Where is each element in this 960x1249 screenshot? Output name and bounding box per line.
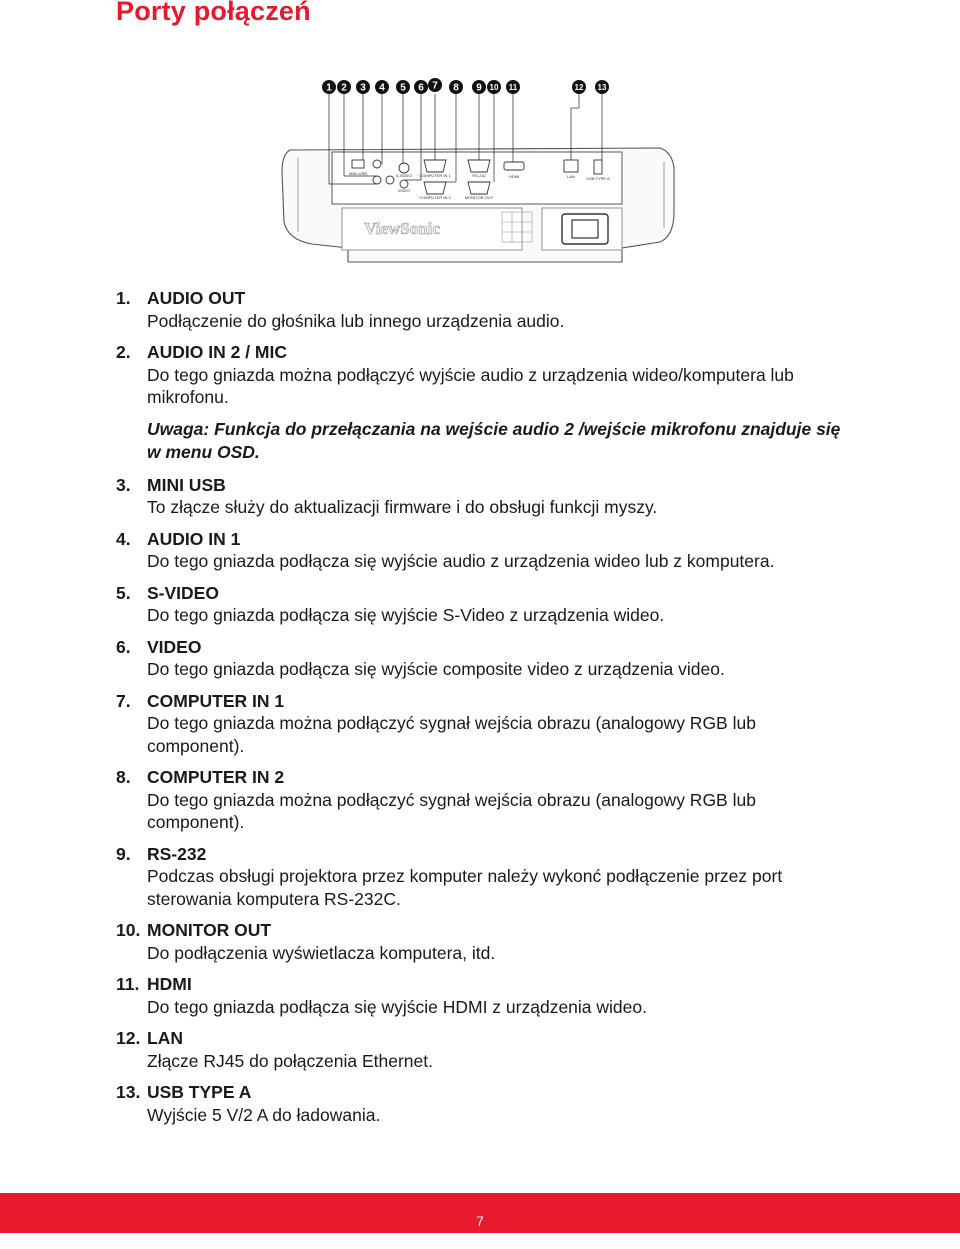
item-title: LAN bbox=[147, 1028, 183, 1048]
item-title: RS-232 bbox=[147, 843, 207, 864]
callout-5-label: 5 bbox=[400, 82, 406, 94]
item-number: 2. bbox=[116, 342, 131, 362]
brand-logo: ViewSonic bbox=[364, 219, 440, 238]
item-title: VIDEO bbox=[147, 636, 202, 657]
item-number: 4. bbox=[116, 528, 131, 549]
label-monitor-out: MONITOR OUT bbox=[464, 195, 494, 200]
page-number: 7 bbox=[476, 1213, 484, 1229]
item-number: 3. bbox=[116, 474, 131, 495]
callout-10-label: 10 bbox=[489, 83, 499, 92]
item-number: 12. bbox=[116, 1028, 141, 1048]
label-computer-in-2: COMPUTER IN 2 bbox=[419, 195, 451, 200]
label-lan: LAN bbox=[567, 174, 575, 179]
item-title: AUDIO OUT bbox=[147, 288, 246, 308]
item-description: Do tego gniazda podłącza się wyjście S-Video z urządzenia wideo. bbox=[147, 605, 665, 625]
osd-note: Uwaga: Funkcja do przełączania na wejście audio 2 /wejście mikrofonu znajduje się w menu OSD. bbox=[147, 418, 841, 462]
item-description: Do tego gniazda podłącza się wyjście HDMI z urządzenia wideo. bbox=[147, 996, 647, 1017]
callout-9-label: 9 bbox=[476, 82, 482, 94]
callout-2-label: 2 bbox=[341, 82, 347, 94]
item-description: Do tego gniazda można podłączyć wyjście audio z urządzenia wideo/komputera lub mikrofonu. bbox=[147, 364, 794, 407]
callout-6-label: 6 bbox=[418, 82, 424, 94]
item-number: 1. bbox=[116, 288, 131, 308]
list-item bbox=[116, 843, 856, 911]
label-computer-in-1: COMPUTER IN 1 bbox=[419, 173, 451, 178]
list-item bbox=[116, 1081, 856, 1126]
callout-13-label: 13 bbox=[597, 83, 607, 92]
label-mini-usb: MINI USB bbox=[349, 171, 367, 176]
item-title: HDMI bbox=[147, 974, 192, 994]
item-description: Podczas obsługi projektora przez komputer należy wykonć podłączenie przez port sterowania komputera RS-232C. bbox=[147, 866, 783, 909]
callout-4-label: 4 bbox=[379, 82, 385, 94]
projector-rear-panel-diagram bbox=[272, 72, 682, 272]
item-description: Do tego gniazda można podłączyć sygnał wejścia obrazu (analogowy RGB lub component). bbox=[147, 713, 756, 756]
footer-bar bbox=[0, 1193, 960, 1233]
item-number: 9. bbox=[116, 843, 131, 864]
list-item bbox=[116, 1027, 856, 1072]
item-description: Wyjście 5 V/2 A do ładowania. bbox=[147, 1104, 381, 1125]
callout-7-label: 7 bbox=[432, 80, 438, 92]
item-description: Do tego gniazda można podłączyć sygnał wejścia obrazu (analogowy RGB lub component). bbox=[147, 789, 756, 832]
list-item bbox=[116, 973, 856, 1018]
item-title: COMPUTER IN 1 bbox=[147, 690, 285, 711]
label-rs232: RS-232 bbox=[472, 173, 486, 178]
item-number: 7. bbox=[116, 690, 131, 711]
list-item bbox=[116, 636, 856, 681]
item-description: Złącze RJ45 do połączenia Ethernet. bbox=[147, 1050, 433, 1071]
item-number: 11. bbox=[116, 974, 140, 994]
item-number: 5. bbox=[116, 582, 131, 603]
list-item bbox=[116, 766, 856, 834]
item-number: 6. bbox=[116, 636, 131, 657]
item-description: Do tego gniazda podłącza się wyjście audio z urządzenia wideo lub z komputera. bbox=[147, 551, 775, 571]
item-title: COMPUTER IN 2 bbox=[147, 767, 285, 787]
item-title: S-VIDEO bbox=[147, 582, 219, 603]
item-title: MINI USB bbox=[147, 474, 226, 495]
callout-8-label: 8 bbox=[453, 82, 459, 94]
item-description: To złącze służy do aktualizacji firmware i do obsługi funkcji myszy. bbox=[147, 497, 658, 517]
label-s-video: S-VIDEO bbox=[395, 173, 413, 178]
list-item bbox=[116, 690, 856, 758]
callout-12-label: 12 bbox=[574, 83, 584, 92]
page-title: Porty połączeń bbox=[116, 0, 311, 26]
callout-1-label: 1 bbox=[326, 82, 332, 94]
item-title: AUDIO IN 1 bbox=[147, 528, 241, 549]
item-title: MONITOR OUT bbox=[147, 920, 272, 940]
port-list bbox=[116, 287, 856, 1126]
item-title: AUDIO IN 2 / MIC bbox=[147, 342, 288, 362]
callout-11-label: 11 bbox=[508, 83, 518, 92]
list-item bbox=[116, 919, 856, 964]
list-item bbox=[116, 528, 856, 573]
item-description: Do tego gniazda podłącza się wyjście composite video z urządzenia video. bbox=[147, 659, 725, 679]
item-number: 8. bbox=[116, 767, 131, 787]
item-title: USB TYPE A bbox=[147, 1082, 252, 1102]
callout-3-label: 3 bbox=[360, 82, 366, 94]
item-description: Podłączenie do głośnika lub innego urządzenia audio. bbox=[147, 310, 565, 331]
list-item bbox=[116, 474, 856, 519]
item-number: 13. bbox=[116, 1082, 141, 1102]
item-description: Do podłączenia wyświetlacza komputera, itd. bbox=[147, 942, 496, 963]
list-item bbox=[116, 582, 856, 627]
label-video: VIDEO bbox=[397, 188, 411, 193]
label-hdmi: HDMI bbox=[508, 174, 520, 179]
list-item bbox=[116, 287, 856, 332]
item-number: 10. bbox=[116, 920, 141, 940]
label-usb-type-a: USB TYPE A bbox=[586, 176, 610, 181]
list-item bbox=[116, 341, 856, 409]
